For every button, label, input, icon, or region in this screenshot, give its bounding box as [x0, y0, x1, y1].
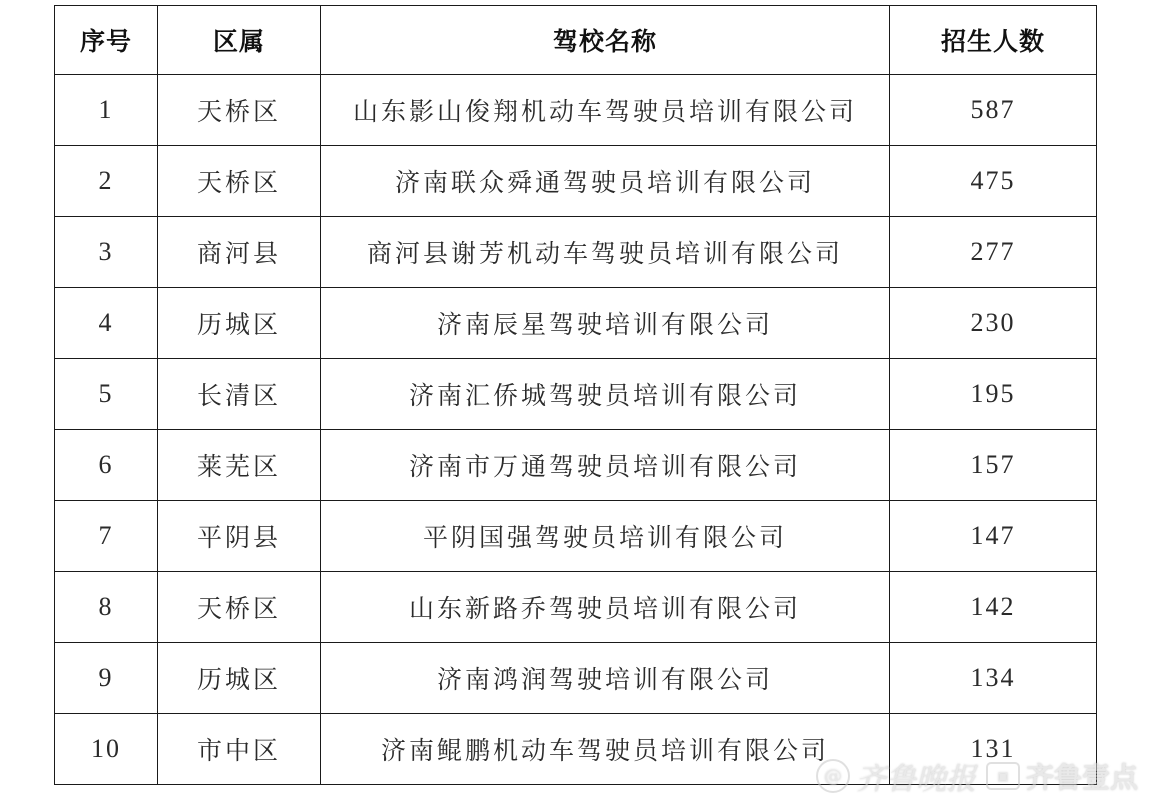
row-school-name: 济南辰星驾驶培训有限公司: [321, 288, 890, 359]
watermark-brand-qilu-yidian: [986, 756, 1138, 796]
row-index: 5: [55, 359, 158, 430]
row-school-name: 济南鸿润驾驶培训有限公司: [321, 643, 890, 714]
watermark-brand2-text: 齐鲁壹点: [1025, 761, 1138, 794]
table-row: [55, 75, 1097, 146]
header-index: 序号: [55, 6, 158, 75]
row-enrollment: 142: [890, 572, 1097, 643]
row-district: 天桥区: [158, 75, 321, 146]
row-school-name: 济南鲲鹏机动车驾驶员培训有限公司: [321, 714, 890, 785]
table-row: [55, 643, 1097, 714]
row-school-name: 山东影山俊翔机动车驾驶员培训有限公司: [321, 75, 890, 146]
table-row: [55, 217, 1097, 288]
row-district: 历城区: [158, 288, 321, 359]
row-enrollment: 134: [890, 643, 1097, 714]
row-district: 天桥区: [158, 146, 321, 217]
row-school-name: 济南联众舜通驾驶员培训有限公司: [321, 146, 890, 217]
row-district: 市中区: [158, 714, 321, 785]
row-district: 历城区: [158, 643, 321, 714]
watermark-brand-qilu-evening: [816, 754, 976, 798]
row-school-name: 济南汇侨城驾驶员培训有限公司: [321, 359, 890, 430]
row-index: 8: [55, 572, 158, 643]
row-school-name: 平阴国强驾驶员培训有限公司: [321, 501, 890, 572]
weibo-at-icon: @: [816, 759, 850, 793]
watermark: [816, 754, 1138, 798]
watermark-brand1-text: 齐鲁晚报: [855, 762, 976, 797]
row-enrollment: 587: [890, 75, 1097, 146]
row-school-name: 商河县谢芳机动车驾驶员培训有限公司: [321, 217, 890, 288]
row-index: 2: [55, 146, 158, 217]
header-enrollment: 招生人数: [890, 6, 1097, 75]
row-school-name: 济南市万通驾驶员培训有限公司: [321, 430, 890, 501]
row-index: 4: [55, 288, 158, 359]
row-district: 长清区: [158, 359, 321, 430]
row-district: 莱芜区: [158, 430, 321, 501]
row-enrollment: 131: [890, 714, 1097, 785]
table-row: [55, 146, 1097, 217]
table-row: [55, 359, 1097, 430]
table-row: [55, 572, 1097, 643]
table-row: [55, 430, 1097, 501]
app-logo-icon: ▣: [986, 762, 1020, 790]
row-index: 10: [55, 714, 158, 785]
header-school-name: 驾校名称: [321, 6, 890, 75]
row-school-name: 山东新路乔驾驶员培训有限公司: [321, 572, 890, 643]
row-enrollment: 277: [890, 217, 1097, 288]
row-index: 3: [55, 217, 158, 288]
row-enrollment: 195: [890, 359, 1097, 430]
row-district: 商河县: [158, 217, 321, 288]
table-row: [55, 501, 1097, 572]
row-enrollment: 230: [890, 288, 1097, 359]
header-district: 区属: [158, 6, 321, 75]
row-index: 1: [55, 75, 158, 146]
row-district: 天桥区: [158, 572, 321, 643]
row-index: 6: [55, 430, 158, 501]
table-header-row: [55, 6, 1097, 75]
table-row: [55, 288, 1097, 359]
row-index: 9: [55, 643, 158, 714]
row-enrollment: 147: [890, 501, 1097, 572]
row-district: 平阴县: [158, 501, 321, 572]
driving-school-table: [54, 5, 1097, 785]
row-enrollment: 157: [890, 430, 1097, 501]
row-enrollment: 475: [890, 146, 1097, 217]
row-index: 7: [55, 501, 158, 572]
